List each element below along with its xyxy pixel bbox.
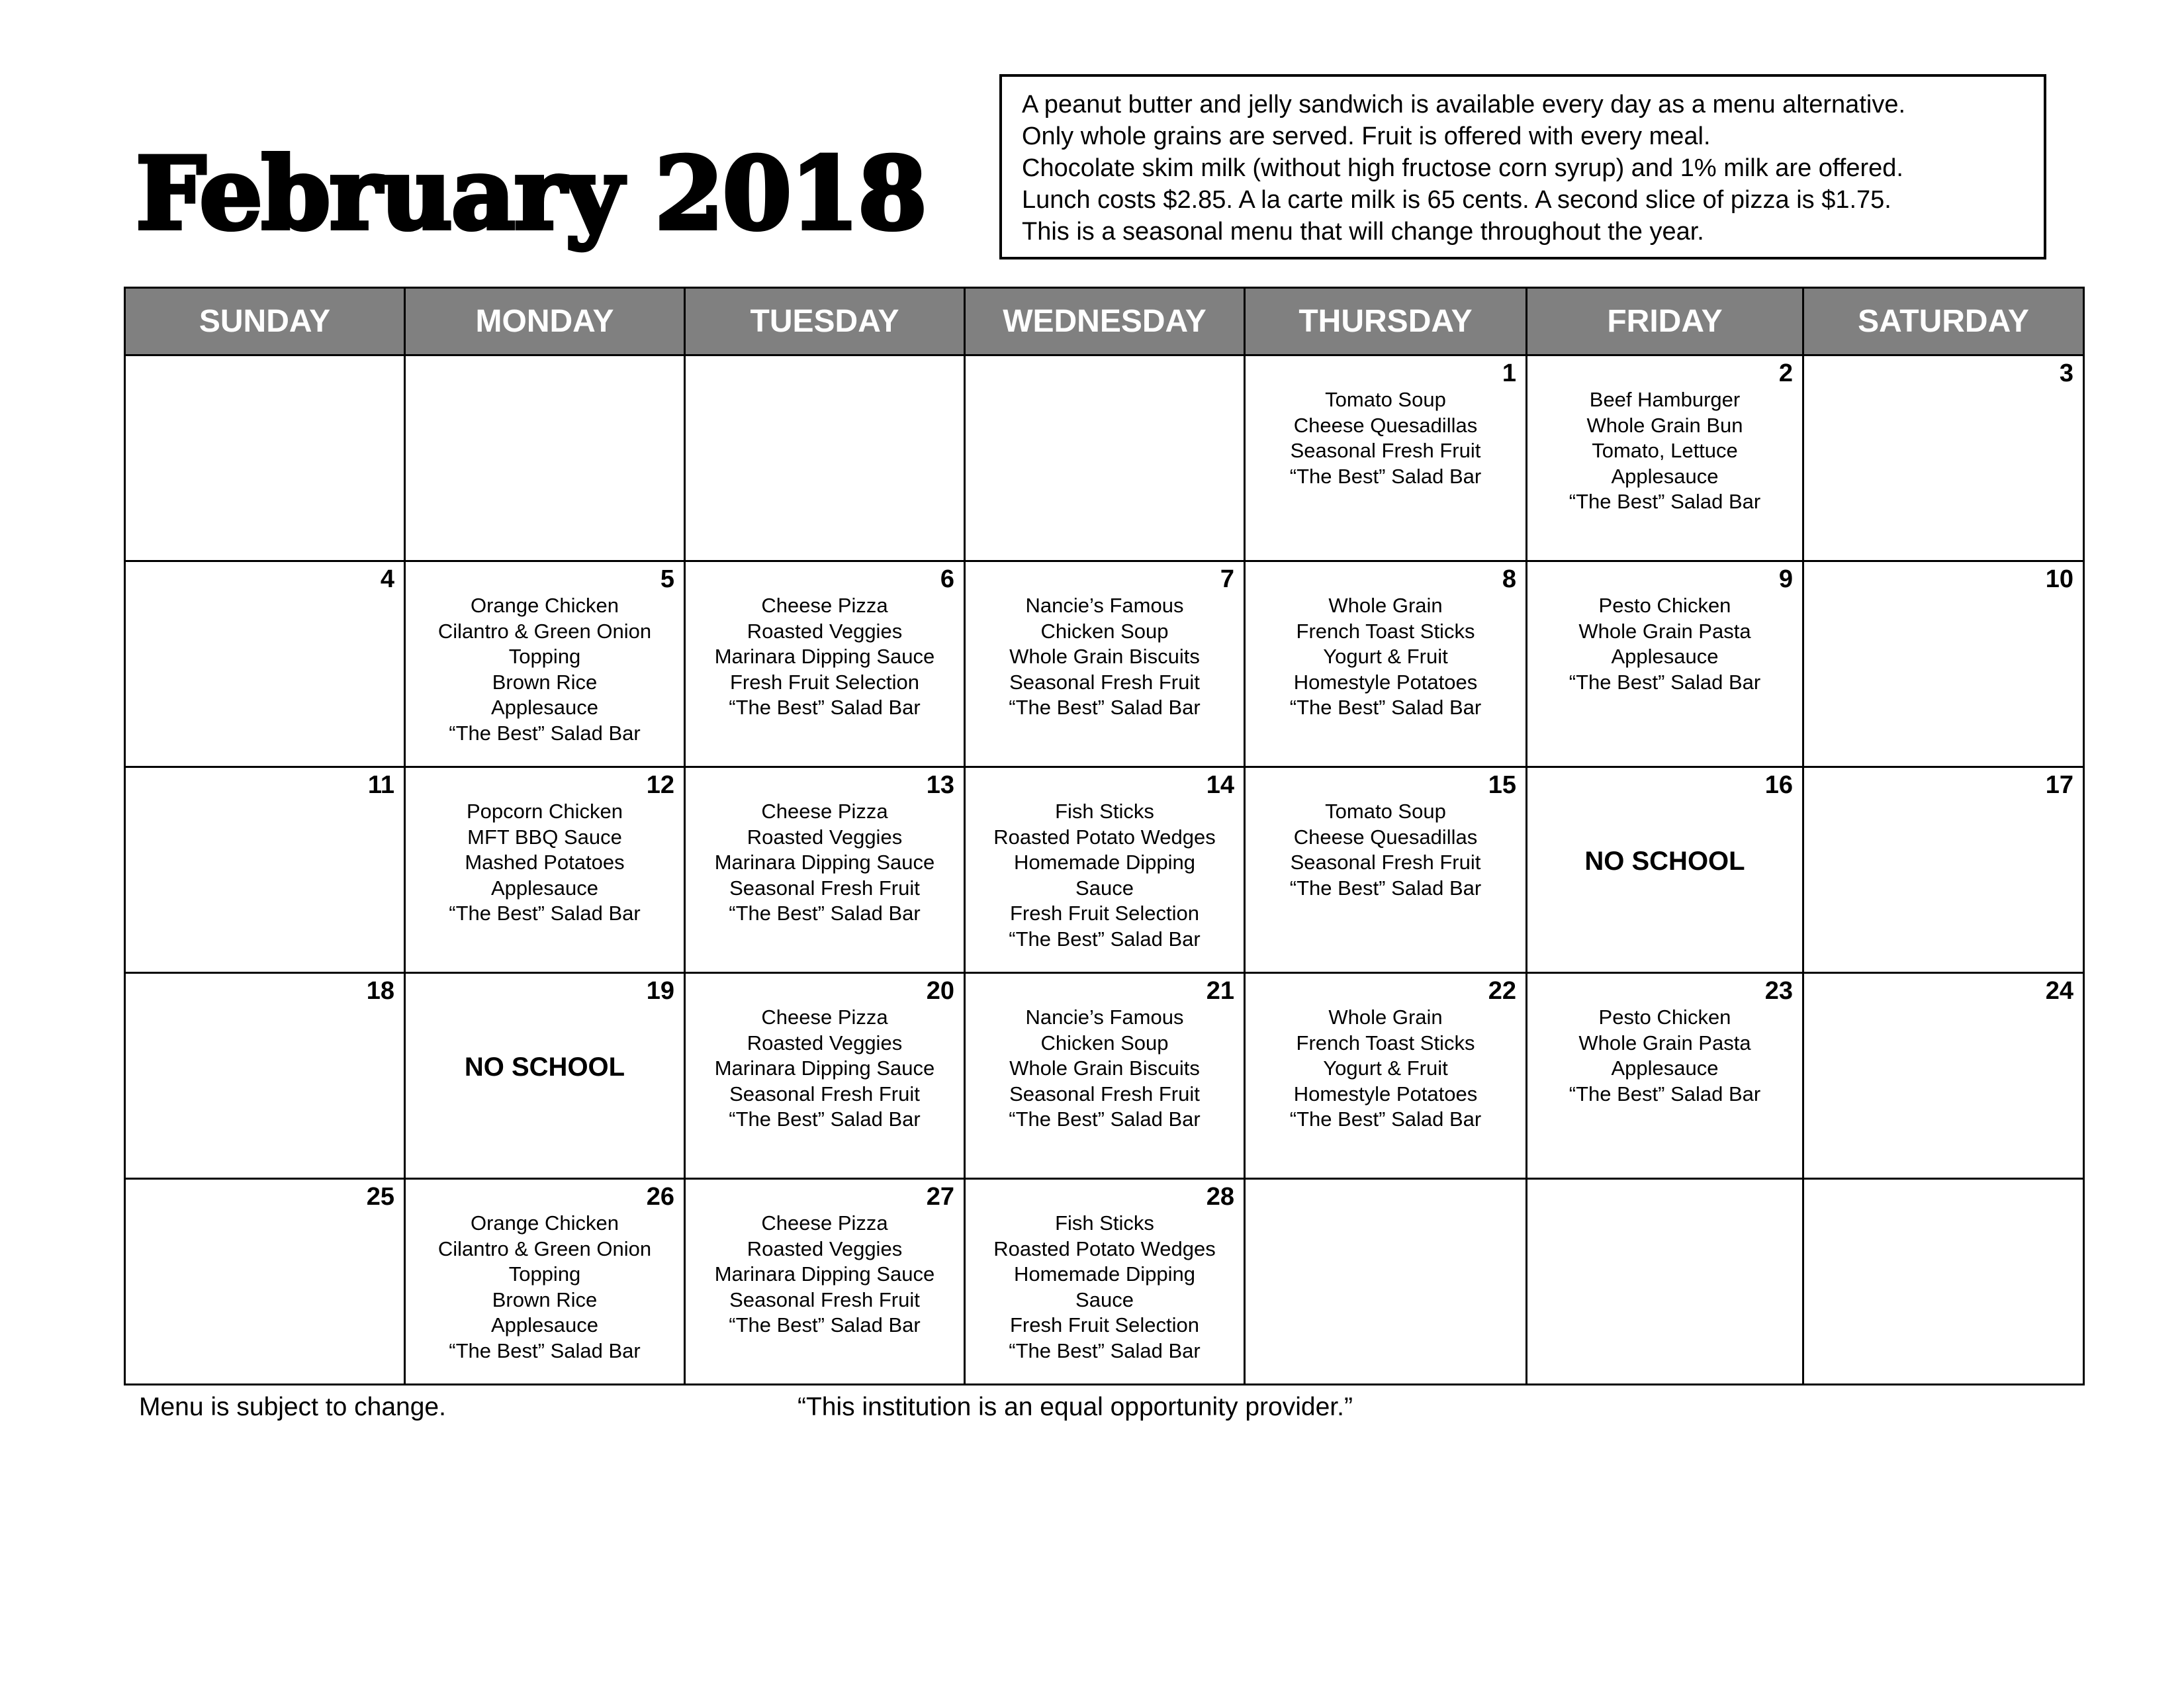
day-number: 8 bbox=[1502, 565, 1516, 593]
menu-item: Nancie’s Famous bbox=[1025, 1006, 1184, 1029]
day-number: 25 bbox=[366, 1183, 394, 1211]
calendar-day-cell bbox=[1527, 561, 1803, 767]
menu-item: French Toast Sticks bbox=[1296, 1031, 1475, 1055]
menu-item: Pesto Chicken bbox=[1598, 594, 1731, 617]
menu-list bbox=[686, 593, 964, 721]
calendar-day-cell bbox=[1803, 1179, 2084, 1385]
calendar-day-cell bbox=[1527, 767, 1803, 973]
menu-item: Marinara Dipping Sauce bbox=[714, 851, 935, 874]
calendar-day-cell bbox=[1803, 355, 2084, 561]
menu-item: Seasonal Fresh Fruit bbox=[1290, 439, 1481, 462]
day-number: 23 bbox=[1764, 977, 1793, 1005]
day-number: 4 bbox=[380, 565, 394, 593]
menu-list bbox=[686, 799, 964, 927]
calendar-day-cell bbox=[1245, 355, 1527, 561]
menu-item: Homemade Dipping bbox=[1014, 851, 1195, 874]
menu-item: Whole Grain Pasta bbox=[1578, 619, 1751, 643]
page-title: February 2018 bbox=[136, 136, 926, 252]
day-number: 13 bbox=[926, 771, 954, 799]
day-number: 9 bbox=[1778, 565, 1793, 593]
menu-item: Roasted Veggies bbox=[747, 1031, 903, 1055]
menu-item: Cheese Pizza bbox=[761, 1006, 888, 1029]
day-number: 12 bbox=[646, 771, 674, 799]
day-number bbox=[686, 356, 964, 387]
menu-item: French Toast Sticks bbox=[1296, 619, 1475, 643]
calendar-day-cell bbox=[125, 561, 405, 767]
menu-list bbox=[686, 1211, 964, 1338]
menu-item: Marinara Dipping Sauce bbox=[714, 1056, 935, 1080]
menu-item: Pesto Chicken bbox=[1598, 1006, 1731, 1029]
menu-item: Marinara Dipping Sauce bbox=[714, 1262, 935, 1286]
menu-item: Whole Grain bbox=[1328, 594, 1443, 617]
calendar-day-cell bbox=[1245, 973, 1527, 1179]
calendar-day-cell bbox=[1245, 561, 1527, 767]
calendar-day-cell bbox=[965, 767, 1245, 973]
day-number: 11 bbox=[367, 771, 394, 799]
calendar-day-cell bbox=[405, 561, 685, 767]
menu-list bbox=[406, 593, 684, 746]
day-number bbox=[1804, 1180, 2083, 1211]
calendar-day-cell bbox=[405, 767, 685, 973]
menu-item: Sauce bbox=[1075, 1288, 1134, 1311]
menu-item: Roasted Potato Wedges bbox=[993, 825, 1216, 849]
menu-item: “The Best” Salad Bar bbox=[1569, 490, 1761, 513]
menu-item: Brown Rice bbox=[492, 670, 598, 694]
weekday-header: TUESDAY bbox=[685, 288, 965, 355]
menu-item: Yogurt & Fruit bbox=[1323, 645, 1448, 668]
day-number: 7 bbox=[1220, 565, 1234, 593]
calendar-day-cell bbox=[405, 973, 685, 1179]
calendar-day-cell bbox=[1527, 355, 1803, 561]
calendar-day-cell bbox=[125, 767, 405, 973]
menu-item: “The Best” Salad Bar bbox=[1289, 464, 1482, 488]
menu-item: Cheese Quesadillas bbox=[1293, 413, 1478, 437]
menu-item: “The Best” Salad Bar bbox=[1289, 696, 1482, 719]
calendar-day-cell bbox=[1245, 1179, 1527, 1385]
menu-item: “The Best” Salad Bar bbox=[1009, 1338, 1201, 1362]
menu-item: MFT BBQ Sauce bbox=[467, 825, 622, 849]
day-number bbox=[126, 356, 404, 387]
menu-item: Popcorn Chicken bbox=[466, 800, 623, 823]
menu-item: Homestyle Potatoes bbox=[1293, 670, 1478, 694]
menu-list bbox=[1246, 387, 1525, 489]
day-number: 6 bbox=[940, 565, 954, 593]
menu-item: Roasted Potato Wedges bbox=[993, 1237, 1216, 1260]
menu-item: “The Best” Salad Bar bbox=[1009, 1107, 1201, 1131]
menu-item: Seasonal Fresh Fruit bbox=[1009, 670, 1200, 694]
menu-item: Seasonal Fresh Fruit bbox=[1290, 851, 1481, 874]
calendar-day-cell bbox=[1803, 973, 2084, 1179]
menu-list bbox=[1246, 799, 1525, 901]
calendar-day-cell bbox=[685, 973, 965, 1179]
menu-list bbox=[966, 799, 1244, 952]
menu-list bbox=[1527, 593, 1802, 695]
menu-item: Applesauce bbox=[1611, 464, 1719, 488]
menu-item: Tomato Soup bbox=[1325, 800, 1446, 823]
menu-item: “The Best” Salad Bar bbox=[729, 1107, 921, 1131]
menu-item: “The Best” Salad Bar bbox=[1009, 927, 1201, 951]
calendar-day-cell bbox=[965, 561, 1245, 767]
menu-item: Whole Grain Biscuits bbox=[1009, 1056, 1200, 1080]
menu-item: Brown Rice bbox=[492, 1288, 598, 1311]
day-number: 1 bbox=[1502, 359, 1516, 387]
menu-item: Seasonal Fresh Fruit bbox=[729, 876, 920, 900]
menu-list bbox=[1527, 387, 1802, 515]
menu-item: Topping bbox=[508, 1262, 581, 1286]
calendar-week-row bbox=[125, 767, 2084, 973]
menu-list bbox=[1246, 593, 1525, 721]
day-number: 16 bbox=[1764, 771, 1793, 799]
menu-item: Whole Grain bbox=[1328, 1006, 1443, 1029]
menu-item: Mashed Potatoes bbox=[465, 851, 625, 874]
calendar-day-cell bbox=[1803, 561, 2084, 767]
menu-item: Applesauce bbox=[490, 1313, 598, 1336]
info-line: Lunch costs $2.85. A la carte milk is 65 cents. A second slice of pizza is $1.75. bbox=[1022, 186, 1891, 214]
day-number: 27 bbox=[926, 1183, 954, 1211]
menu-item: Cilantro & Green Onion bbox=[437, 1237, 652, 1260]
menu-item: Tomato, Lettuce bbox=[1592, 439, 1738, 462]
menu-item: Fresh Fruit Selection bbox=[1010, 1313, 1199, 1336]
menu-item: Cilantro & Green Onion bbox=[437, 619, 652, 643]
menu-item: Homemade Dipping bbox=[1014, 1262, 1195, 1286]
menu-item: Yogurt & Fruit bbox=[1323, 1056, 1448, 1080]
day-number bbox=[1246, 1180, 1525, 1211]
info-line: Only whole grains are served. Fruit is offered with every meal. bbox=[1022, 122, 1711, 150]
calendar-day-cell bbox=[685, 767, 965, 973]
calendar-day-cell bbox=[685, 355, 965, 561]
menu-list bbox=[1246, 1005, 1525, 1133]
menu-item: Fish Sticks bbox=[1055, 800, 1154, 823]
menu-item: Cheese Pizza bbox=[761, 594, 888, 617]
menu-list bbox=[686, 1005, 964, 1133]
menu-item: Nancie’s Famous bbox=[1025, 594, 1184, 617]
menu-item: Fresh Fruit Selection bbox=[730, 670, 919, 694]
menu-item: “The Best” Salad Bar bbox=[449, 1338, 641, 1362]
calendar-day-cell bbox=[125, 973, 405, 1179]
menu-item: “The Best” Salad Bar bbox=[1289, 876, 1482, 900]
menu-item: Fresh Fruit Selection bbox=[1010, 902, 1199, 925]
menu-item: Applesauce bbox=[1611, 1056, 1719, 1080]
calendar-week-row bbox=[125, 355, 2084, 561]
menu-item: Roasted Veggies bbox=[747, 825, 903, 849]
day-number: 17 bbox=[2045, 771, 2073, 799]
menu-item: “The Best” Salad Bar bbox=[1569, 670, 1761, 694]
menu-item: Homestyle Potatoes bbox=[1293, 1082, 1478, 1105]
day-number: 5 bbox=[660, 565, 674, 593]
weekday-header: MONDAY bbox=[405, 288, 685, 355]
menu-item: Roasted Veggies bbox=[747, 1237, 903, 1260]
calendar-day-cell bbox=[1527, 1179, 1803, 1385]
menu-item: “The Best” Salad Bar bbox=[729, 902, 921, 925]
menu-list bbox=[966, 1211, 1244, 1364]
menu-item: Chicken Soup bbox=[1040, 1031, 1169, 1055]
weekday-header: FRIDAY bbox=[1527, 288, 1803, 355]
day-number: 26 bbox=[646, 1183, 674, 1211]
calendar-day-cell bbox=[1245, 767, 1527, 973]
menu-item: Beef Hamburger bbox=[1589, 388, 1741, 411]
menu-item: “The Best” Salad Bar bbox=[729, 696, 921, 719]
menu-item: Whole Grain Pasta bbox=[1578, 1031, 1751, 1055]
menu-item: “The Best” Salad Bar bbox=[1569, 1082, 1761, 1105]
menu-item: Cheese Quesadillas bbox=[1293, 825, 1478, 849]
menu-item: “The Best” Salad Bar bbox=[449, 721, 641, 745]
menu-item: Tomato Soup bbox=[1325, 388, 1446, 411]
day-number: 20 bbox=[926, 977, 954, 1005]
calendar-day-cell bbox=[965, 1179, 1245, 1385]
calendar-day-cell bbox=[405, 355, 685, 561]
day-number: 10 bbox=[2045, 565, 2073, 593]
menu-info-box bbox=[999, 74, 2046, 259]
day-number: 2 bbox=[1778, 359, 1793, 387]
menu-item: Chicken Soup bbox=[1040, 619, 1169, 643]
no-school-note: NO SCHOOL bbox=[464, 1053, 625, 1082]
weekday-header: THURSDAY bbox=[1245, 288, 1527, 355]
day-number: 15 bbox=[1488, 771, 1516, 799]
footer-disclaimer: Menu is subject to change. bbox=[139, 1393, 446, 1421]
menu-list bbox=[406, 1211, 684, 1364]
calendar-week-row bbox=[125, 1179, 2084, 1385]
menu-item: Whole Grain Bun bbox=[1586, 413, 1743, 437]
footer-equal-opportunity: “This institution is an equal opportunity provider.” bbox=[797, 1393, 1353, 1421]
calendar-day-cell bbox=[1527, 973, 1803, 1179]
weekday-header: SUNDAY bbox=[125, 288, 405, 355]
weekday-header: WEDNESDAY bbox=[965, 288, 1245, 355]
day-number: 18 bbox=[366, 977, 394, 1005]
menu-item: Seasonal Fresh Fruit bbox=[1009, 1082, 1200, 1105]
menu-item: Topping bbox=[508, 645, 581, 668]
calendar-day-cell bbox=[1803, 767, 2084, 973]
day-number: 14 bbox=[1206, 771, 1234, 799]
menu-item: Orange Chicken bbox=[470, 1211, 619, 1235]
menu-item: Applesauce bbox=[490, 696, 598, 719]
menu-item: Cheese Pizza bbox=[761, 1211, 888, 1235]
day-number: 19 bbox=[646, 977, 674, 1005]
calendar-day-cell bbox=[965, 355, 1245, 561]
day-number: 3 bbox=[2059, 359, 2073, 387]
menu-item: Cheese Pizza bbox=[761, 800, 888, 823]
menu-item: Applesauce bbox=[490, 876, 598, 900]
menu-list bbox=[966, 593, 1244, 721]
info-line: Chocolate skim milk (without high fructose corn syrup) and 1% milk are offered. bbox=[1022, 154, 1903, 182]
menu-item: Seasonal Fresh Fruit bbox=[729, 1288, 920, 1311]
day-number: 21 bbox=[1206, 977, 1234, 1005]
info-line: A peanut butter and jelly sandwich is available every day as a menu alternative. bbox=[1022, 91, 1906, 118]
menu-item: Fish Sticks bbox=[1055, 1211, 1154, 1235]
menu-item: Seasonal Fresh Fruit bbox=[729, 1082, 920, 1105]
day-number: 24 bbox=[2045, 977, 2073, 1005]
menu-item: Sauce bbox=[1075, 876, 1134, 900]
day-number bbox=[966, 356, 1244, 387]
calendar-day-cell bbox=[685, 1179, 965, 1385]
calendar-day-cell bbox=[125, 355, 405, 561]
calendar-week-row bbox=[125, 973, 2084, 1179]
menu-list bbox=[406, 799, 684, 927]
calendar-body bbox=[125, 355, 2084, 1385]
weekday-header-row bbox=[125, 288, 2084, 355]
menu-item: “The Best” Salad Bar bbox=[1009, 696, 1201, 719]
menu-item: “The Best” Salad Bar bbox=[449, 902, 641, 925]
calendar-day-cell bbox=[685, 561, 965, 767]
day-number: 28 bbox=[1206, 1183, 1234, 1211]
menu-item: Orange Chicken bbox=[470, 594, 619, 617]
calendar-day-cell bbox=[405, 1179, 685, 1385]
menu-item: Marinara Dipping Sauce bbox=[714, 645, 935, 668]
menu-item: Whole Grain Biscuits bbox=[1009, 645, 1200, 668]
menu-item: “The Best” Salad Bar bbox=[729, 1313, 921, 1336]
menu-item: “The Best” Salad Bar bbox=[1289, 1107, 1482, 1131]
day-number bbox=[406, 356, 684, 387]
info-line: This is a seasonal menu that will change throughout the year. bbox=[1022, 218, 1704, 246]
menu-list bbox=[1527, 1005, 1802, 1107]
calendar-day-cell bbox=[965, 973, 1245, 1179]
weekday-header: SATURDAY bbox=[1803, 288, 2084, 355]
calendar-day-cell bbox=[125, 1179, 405, 1385]
day-number: 22 bbox=[1488, 977, 1516, 1005]
menu-list bbox=[966, 1005, 1244, 1133]
calendar-week-row bbox=[125, 561, 2084, 767]
no-school-note: NO SCHOOL bbox=[1584, 847, 1745, 876]
day-number bbox=[1527, 1180, 1802, 1211]
menu-item: Applesauce bbox=[1611, 645, 1719, 668]
menu-calendar bbox=[124, 287, 2085, 1385]
menu-item: Roasted Veggies bbox=[747, 619, 903, 643]
